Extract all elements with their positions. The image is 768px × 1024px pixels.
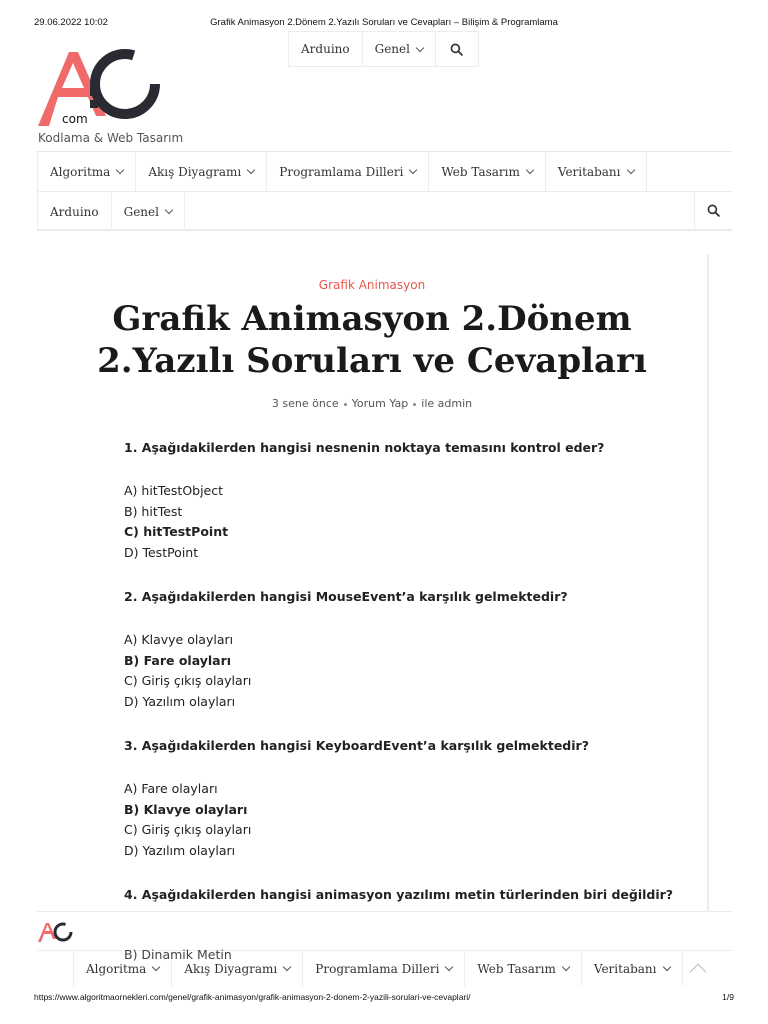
sticky-logo-bar	[37, 911, 732, 951]
top-nav-label: Arduino	[301, 42, 350, 56]
site-tagline: Kodlama & Web Tasarım	[38, 131, 184, 145]
question-2: 2. Aşağıdakilerden hangisi MouseEvent’a karşılık gelmektedir?	[124, 589, 568, 604]
option: A) Fare olayları	[124, 781, 218, 796]
chevron-down-icon	[283, 963, 291, 971]
print-title: Grafik Animasyon 2.Dönem 2.Yazılı Soruları ve Cevapları – Bilişim & Programlama	[210, 17, 558, 28]
meta-separator	[344, 403, 347, 406]
top-nav-label: Genel	[374, 42, 410, 56]
chevron-down-icon	[526, 166, 534, 174]
nav-item-label: Arduino	[50, 204, 99, 219]
option: B) hitTest	[124, 503, 183, 519]
chevron-down-icon	[247, 166, 255, 174]
nav-item-label: Akış Diyagramı	[184, 961, 278, 976]
main-nav-row	[37, 152, 647, 191]
sticky-nav-veritabani[interactable]	[582, 951, 683, 986]
chevron-down-icon	[409, 166, 417, 174]
sticky-nav-programlama-dilleri[interactable]	[303, 951, 465, 986]
meta-author[interactable]: ile admin	[421, 397, 473, 410]
chevron-down-icon	[152, 963, 160, 971]
correct-option: B) Klavye olayları	[124, 801, 248, 817]
nav-item-label: Algoritma	[86, 961, 147, 976]
article-title: Grafik Animasyon 2.Dönem 2.Yazılı Soruları ve Cevapları	[97, 299, 647, 381]
print-page-number: 1/9	[722, 992, 734, 1002]
search-icon	[707, 204, 720, 217]
option: A) Klavye olayları	[124, 632, 234, 647]
top-nav-search-button[interactable]	[435, 31, 479, 67]
question-1: 1. Aşağıdakilerden hangisi nesnenin noktaya temasını kontrol eder?	[124, 440, 605, 455]
print-url: https://www.algoritmaornekleri.com/genel/grafik-animasyon/grafik-animasyon-2-donem-2-yazili-sorulari-ve-cevaplari/	[34, 992, 471, 1002]
sticky-logo-icon[interactable]	[37, 920, 73, 944]
top-nav-arduino[interactable]	[288, 31, 363, 67]
option: D) Yazılım olayları	[124, 693, 236, 709]
main-nav	[37, 151, 732, 231]
nav-item-label: Programlama Dilleri	[279, 164, 404, 179]
option: A) hitTestObject	[124, 483, 224, 498]
article-content	[124, 438, 684, 905]
option: C) Giriş çıkış olayları	[124, 822, 252, 837]
option: D) Yazılım olayları	[124, 842, 236, 858]
chevron-down-icon	[416, 43, 424, 51]
logo-text: com	[62, 112, 88, 126]
question-4: 4. Aşağıdakilerden hangisi animasyon yazılımı metin türlerinden biri değildir?	[124, 887, 674, 902]
overlapped-option: B) Dinamik Metin	[124, 947, 232, 962]
option: C) Giriş çıkış olayları	[124, 673, 252, 688]
nav-item-label: Web Tasarım	[441, 164, 520, 179]
chevron-down-icon	[626, 166, 634, 174]
chevron-down-icon	[445, 963, 453, 971]
top-nav-genel[interactable]	[362, 31, 436, 67]
article-meta	[0, 397, 744, 410]
article-category[interactable]: Grafik Animasyon	[318, 278, 426, 292]
chevron-down-icon	[562, 963, 570, 971]
nav-item-label: Veritabanı	[593, 961, 657, 976]
print-date: 29.06.2022 10:02	[34, 17, 108, 28]
meta-time: 3 sene önce	[271, 397, 339, 410]
nav-search-button[interactable]	[694, 191, 732, 230]
logo-mark-icon	[36, 44, 166, 130]
nav-item-algoritma[interactable]	[37, 152, 136, 191]
nav-item-label: Akış Diyagramı	[148, 164, 242, 179]
correct-option: C) hitTestPoint	[124, 524, 229, 539]
sticky-nav-web-tasarim[interactable]	[465, 951, 581, 986]
main-nav-row	[37, 191, 732, 230]
print-header	[34, 17, 734, 31]
meta-comment-link[interactable]: Yorum Yap	[351, 397, 409, 410]
print-footer	[34, 992, 734, 1004]
nav-item-label: Algoritma	[50, 164, 111, 179]
option: D) TestPoint	[124, 544, 199, 560]
chevron-down-icon	[165, 206, 173, 214]
correct-option: B) Fare olayları	[124, 652, 232, 668]
nav-item-arduino[interactable]	[37, 192, 112, 231]
nav-item-label: Programlama Dilleri	[315, 961, 440, 976]
nav-item-genel[interactable]	[112, 192, 185, 231]
nav-item-web-tasarim[interactable]	[429, 152, 545, 191]
nav-item-programlama-dilleri[interactable]	[267, 152, 429, 191]
search-icon	[450, 43, 463, 56]
nav-item-veritabani[interactable]	[546, 152, 647, 191]
sticky-header	[37, 911, 732, 986]
nav-item-label: Web Tasarım	[477, 961, 556, 976]
meta-separator	[413, 403, 416, 406]
chevron-down-icon	[662, 963, 670, 971]
nav-item-label: Genel	[123, 204, 159, 219]
nav-item-label: Veritabanı	[557, 164, 621, 179]
chevron-down-icon	[116, 166, 124, 174]
top-nav	[289, 31, 479, 67]
site-logo[interactable]	[36, 44, 166, 130]
question-3: 3. Aşağıdakilerden hangisi KeyboardEvent’a karşılık gelmektedir?	[124, 738, 589, 753]
nav-item-akis-diyagrami[interactable]	[136, 152, 267, 191]
